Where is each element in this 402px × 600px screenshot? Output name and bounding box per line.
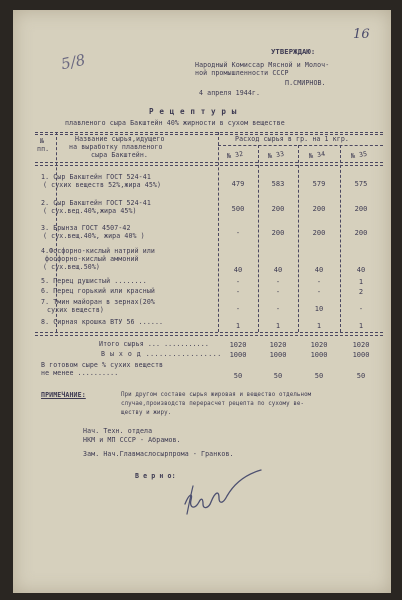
col-divider-32 bbox=[258, 145, 259, 332]
total-val-35: 1020 bbox=[352, 341, 370, 349]
row2-val-34: 200 bbox=[312, 205, 326, 213]
dry-matter-label-1: В готовом сыре % сухих веществ bbox=[41, 361, 164, 369]
row4-name-3: ( сух.вещ.50%) bbox=[43, 263, 100, 271]
row1-val-34: 579 bbox=[312, 180, 326, 188]
table-top-rule bbox=[35, 132, 383, 133]
output-val-34: 1000 bbox=[310, 351, 328, 359]
row3-val-33: 200 bbox=[271, 229, 285, 237]
total-label: Итого сырья ... ........... bbox=[99, 340, 209, 348]
row8-name: 8. Сирная крошка ВТУ 56 ...... bbox=[41, 318, 164, 326]
col-no-header-2: пп. bbox=[37, 145, 50, 153]
dry-val-32: 50 bbox=[233, 372, 243, 380]
approval-line2: ной промышленности СССР bbox=[195, 69, 289, 77]
row4-val-34: 40 bbox=[314, 266, 324, 274]
col-name-header-3: сыра Бакштейн. bbox=[91, 151, 148, 159]
row6-name: 6. Перец горький или красный bbox=[41, 287, 155, 295]
row1-name-2: ( сухих веществ 52%,жира 45%) bbox=[43, 181, 162, 189]
row1-val-35: 575 bbox=[354, 180, 368, 188]
sig-line2: НКМ и МП СССР - Абрамов. bbox=[83, 436, 181, 444]
total-val-33: 1020 bbox=[269, 341, 287, 349]
row1-name-1: 1. Сыр Бакштейн ГОСТ 524-41 bbox=[41, 173, 151, 181]
dry-matter-label-2: не менее .......... bbox=[41, 369, 119, 377]
output-val-35: 1000 bbox=[352, 351, 370, 359]
row8-val-35: 1 bbox=[358, 322, 364, 330]
row6-val-32: - bbox=[235, 288, 241, 296]
header-bottom-rule bbox=[35, 162, 383, 163]
approval-signer: П.СМИРНОВ. bbox=[285, 79, 326, 87]
output-val-33: 1000 bbox=[269, 351, 287, 359]
col-name-header-1: Название сырья,идущего bbox=[75, 135, 165, 143]
row4-val-33: 40 bbox=[273, 266, 283, 274]
recipe-35-header: № 35 bbox=[350, 149, 368, 161]
row6-val-35: 2 bbox=[358, 288, 364, 296]
note-label: ПРИМЕЧАНИЕ: bbox=[41, 391, 86, 399]
document-sheet bbox=[13, 10, 391, 593]
row2-name-1: 2. Сыр Бакштейн ГОСТ 524-41 bbox=[41, 199, 151, 207]
body-bottom-rule bbox=[35, 332, 383, 333]
approval-line1: Народный Комиссар Мясной и Молоч- bbox=[195, 61, 330, 69]
sig-line1: Нач. Техн. отдела bbox=[83, 427, 153, 435]
row8-val-34: 1 bbox=[316, 322, 322, 330]
row7-val-33: - bbox=[275, 305, 281, 313]
row1-val-32: 479 bbox=[231, 180, 245, 188]
approval-title: УТВЕРЖДАЮ: bbox=[271, 47, 316, 56]
doc-title: Р е ц е п т у р ы bbox=[149, 107, 237, 116]
row5-val-33: - bbox=[275, 278, 281, 286]
col-divider-34 bbox=[340, 145, 341, 332]
row6-val-33: - bbox=[275, 288, 281, 296]
note-line3: ществу и жиру. bbox=[121, 410, 172, 416]
row2-val-32: 500 bbox=[231, 205, 245, 213]
row3-name-1: 3. Брынза ГОСТ 4507-42 bbox=[41, 224, 131, 232]
recipe-header-rule bbox=[218, 145, 383, 146]
row5-name: 5. Перец душистый ........ bbox=[41, 277, 147, 285]
row7-val-34: 10 bbox=[314, 305, 324, 313]
row2-val-33: 200 bbox=[271, 205, 285, 213]
row6-val-34: - bbox=[316, 288, 322, 296]
row7-name-2: сухих веществ) bbox=[47, 306, 104, 314]
output-val-32: 1000 bbox=[229, 351, 247, 359]
col-divider-33 bbox=[298, 145, 299, 332]
dry-val-35: 50 bbox=[356, 372, 366, 380]
row4-name-1: 4.Фосфорно-кислый натрий или bbox=[41, 247, 155, 255]
row3-val-32: - bbox=[235, 229, 241, 237]
handwritten-signature-icon bbox=[179, 464, 269, 518]
row8-val-33: 1 bbox=[275, 322, 281, 330]
row2-name-2: ( сух.вед.40%,жира 45%) bbox=[43, 207, 137, 215]
recipe-33-header: № 33 bbox=[267, 149, 285, 161]
recipe-32-header: № 32 bbox=[226, 149, 244, 161]
row3-val-34: 200 bbox=[312, 229, 326, 237]
row5-val-34: - bbox=[316, 278, 322, 286]
body-bottom-rule-2 bbox=[35, 335, 383, 336]
row7-val-32: - bbox=[235, 305, 241, 313]
total-val-34: 1020 bbox=[310, 341, 328, 349]
corner-marks: 5/8 bbox=[59, 50, 88, 74]
col-no-header-1: № bbox=[40, 137, 45, 145]
dry-val-34: 50 bbox=[314, 372, 324, 380]
dry-val-33: 50 bbox=[273, 372, 283, 380]
row3-val-35: 200 bbox=[354, 229, 368, 237]
row4-val-32: 40 bbox=[233, 266, 243, 274]
sig-line3: Зам. Нач.Главмаслосырпрома - Гранков. bbox=[83, 450, 234, 458]
col-name-header-2: на выработку плавленого bbox=[69, 143, 163, 151]
output-label: В ы х о д ................. bbox=[101, 350, 222, 358]
total-val-32: 1020 bbox=[229, 341, 247, 349]
doc-subtitle: плавленого сыра Бакштейн 40% жирности в сухом веществе bbox=[65, 119, 285, 127]
header-bottom-rule-2 bbox=[35, 165, 383, 166]
row5-val-32: - bbox=[235, 278, 241, 286]
page-number: 16 bbox=[353, 27, 370, 42]
row4-name-2: фосфорно-кислый аммоний bbox=[45, 255, 139, 263]
row1-val-33: 583 bbox=[271, 180, 285, 188]
row5-val-35: 1 bbox=[358, 278, 364, 286]
note-line2: случае,производств перерасчет рецепта по сухому ве- bbox=[121, 401, 305, 407]
approval-date: 4 апреля 1944г. bbox=[199, 89, 261, 97]
row3-name-2: ( сух.вещ.40%, жира 40% ) bbox=[43, 232, 145, 240]
note-line1: При другом составе сырья жировая и вещество отдельном bbox=[121, 392, 312, 398]
verno-label: В е р н о: bbox=[135, 472, 176, 480]
row4-val-35: 40 bbox=[356, 266, 366, 274]
row8-val-32: 1 bbox=[235, 322, 241, 330]
col-rates-title: Расход сырья в гр. на 1 кгр. bbox=[235, 135, 349, 143]
recipe-34-header: № 34 bbox=[308, 149, 326, 161]
col-divider-name bbox=[218, 132, 219, 332]
row2-val-35: 200 bbox=[354, 205, 368, 213]
row7-val-35: - bbox=[358, 305, 364, 313]
row7-name-1: 7. Тмин майоран в зернах(20% bbox=[41, 298, 155, 306]
